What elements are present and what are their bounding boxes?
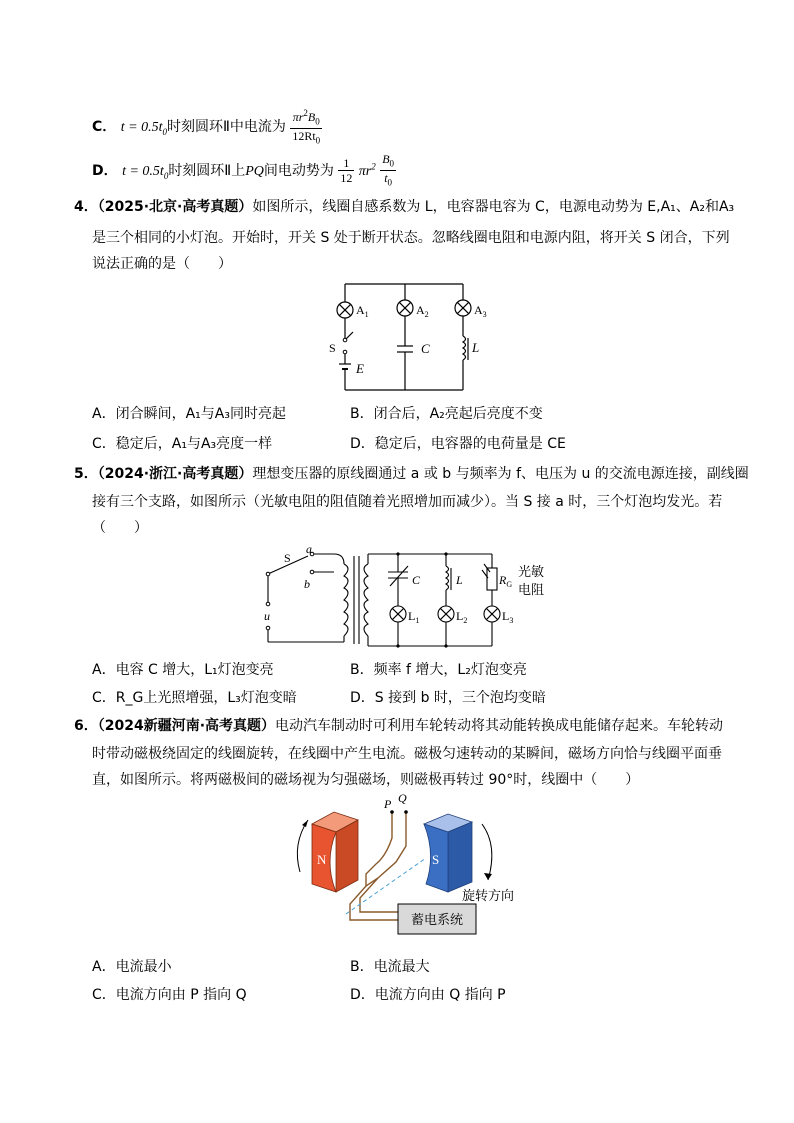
q4-line2: 是三个相同的小灯泡。开始时，开关 S 处于断开状态。忽略线圈电阻和电源内阻，将开关 S 闭合，下列 bbox=[92, 230, 730, 246]
question-text: 理想变压器的原线圈通过 a 或 b 与频率为 f、电压为 u 的交流电源连接，副线圈 bbox=[252, 466, 749, 482]
time-expr: $t = 0.5t_0$ bbox=[120, 119, 167, 137]
q5-option-d: D．S 接到 b 时，三个泡均变暗 bbox=[350, 690, 546, 706]
storage-system-label: 蓄电系统 bbox=[410, 912, 464, 927]
question-text: 如图所示，线圈自感系数为 L，电容器电容为 C，电源电动势为 E,A₁、A₂和A₃ bbox=[252, 199, 735, 215]
label-u: u bbox=[264, 609, 270, 623]
label-q: Q bbox=[398, 794, 407, 805]
label-l: L bbox=[472, 340, 480, 355]
q5-option-c: C．R_G上光照增强，L₃灯泡变暗 bbox=[92, 690, 297, 706]
label-e: E bbox=[356, 361, 364, 376]
label-l2: $L_2$ bbox=[456, 609, 468, 625]
q5-line1 bbox=[74, 464, 749, 484]
label-c: C bbox=[421, 341, 430, 356]
q4-option-a: A．闭合瞬间，A₁与A₃同时亮起 bbox=[92, 406, 286, 422]
q3-option-c bbox=[92, 106, 322, 146]
label-p: P bbox=[384, 797, 392, 811]
label-photo-1: 光敏 bbox=[518, 564, 545, 579]
option-text: 时刻圆环Ⅱ中电流为 bbox=[166, 118, 286, 135]
q5-line2: 接有三个支路，如图所示（光敏电阻的阻值随着光照增加而减少）。当 S 接 a 时，三个灯泡均发光。若 bbox=[92, 494, 723, 510]
question-source: （2024·浙江·高考真题） bbox=[97, 466, 253, 482]
label-a1: $A_1$ bbox=[356, 303, 369, 319]
label-l3: $L_3$ bbox=[502, 609, 514, 625]
label-c: C bbox=[412, 573, 421, 587]
rotation-direction-label: 旋转方向 bbox=[462, 888, 515, 903]
question-source: （2025·北京·高考真题） bbox=[97, 199, 253, 215]
question-number: 6． bbox=[74, 718, 98, 734]
q6-line3: 直，如图所示。将两磁极间的磁场视为匀强磁场，则磁极再转过 90°时，线圈中（ ） bbox=[92, 772, 640, 788]
q4-option-d: D．稳定后，电容器的电荷量是 CE bbox=[350, 436, 566, 452]
label-rg: $R_G$ bbox=[499, 573, 513, 589]
question-number: 5． bbox=[74, 466, 98, 482]
question-source: （2024新疆河南·高考真题） bbox=[97, 718, 276, 734]
current-fraction: $\frac{\pi r^2B_0}{12Rt_0}$ bbox=[292, 108, 321, 146]
label-a3: $A_3$ bbox=[474, 303, 487, 319]
fraction-one-twelfth: $\frac{1}{12}$ bbox=[340, 156, 353, 186]
question-text: 电动汽车制动时可利用车轮转动将其动能转换成电能储存起来。车轮转动 bbox=[275, 718, 724, 734]
q3-option-d bbox=[92, 152, 396, 186]
q6-option-b: B．电流最大 bbox=[350, 959, 430, 975]
label-a: a bbox=[306, 542, 312, 556]
question-number: 4． bbox=[74, 199, 98, 215]
q5-option-a: A．电容 C 增大，L₁灯泡变亮 bbox=[92, 662, 274, 678]
q4-option-c: C．稳定后，A₁与A₃亮度一样 bbox=[92, 436, 273, 452]
q5-transformer-diagram bbox=[256, 542, 556, 652]
q6-option-c: C．电流方向由 P 指向 Q bbox=[92, 987, 247, 1003]
q6-line2: 时带动磁极绕固定的线圈旋转，在线圈中产生电流。磁极匀速转动的某瞬间，磁场方向恰与线圈平面垂 bbox=[92, 746, 722, 762]
label-l1: $L_1$ bbox=[408, 609, 420, 625]
q4-line3: 说法正确的是（ ） bbox=[92, 256, 232, 272]
option-text-2: 间电动势为 bbox=[263, 162, 334, 179]
pq-label: PQ bbox=[245, 163, 264, 179]
fraction-b-over-t: $\frac{B_0}{t_0}$ bbox=[382, 152, 395, 188]
q5-line3: （ ） bbox=[92, 520, 148, 536]
label-b: b bbox=[304, 577, 310, 591]
label-switch-s: S bbox=[329, 341, 336, 355]
option-label: C． bbox=[92, 118, 117, 135]
q6-generator-diagram bbox=[286, 794, 536, 950]
label-a2: $A_2$ bbox=[416, 303, 429, 319]
q6-line1 bbox=[74, 716, 723, 736]
option-text: 时刻圆环Ⅱ上 bbox=[168, 162, 246, 179]
q4-option-b: B．闭合后，A₂亮起后亮度不变 bbox=[350, 406, 543, 422]
option-label: D． bbox=[92, 162, 118, 179]
q4-circuit-diagram bbox=[325, 278, 495, 396]
label-l: L bbox=[456, 573, 463, 587]
label-switch-s: S bbox=[284, 551, 291, 565]
pi-r-squared: $\pi r^2$ bbox=[358, 161, 376, 179]
time-expr: $t = 0.5t_0$ bbox=[122, 163, 169, 181]
label-s: S bbox=[432, 852, 440, 867]
q4-line1 bbox=[74, 197, 734, 217]
label-n: N bbox=[317, 852, 327, 867]
q5-option-b: B．频率 f 增大，L₂灯泡变亮 bbox=[350, 662, 527, 678]
label-photo-2: 电阻 bbox=[518, 582, 545, 597]
q6-option-a: A．电流最小 bbox=[92, 959, 172, 975]
q6-option-d: D．电流方向由 Q 指向 P bbox=[350, 987, 506, 1003]
